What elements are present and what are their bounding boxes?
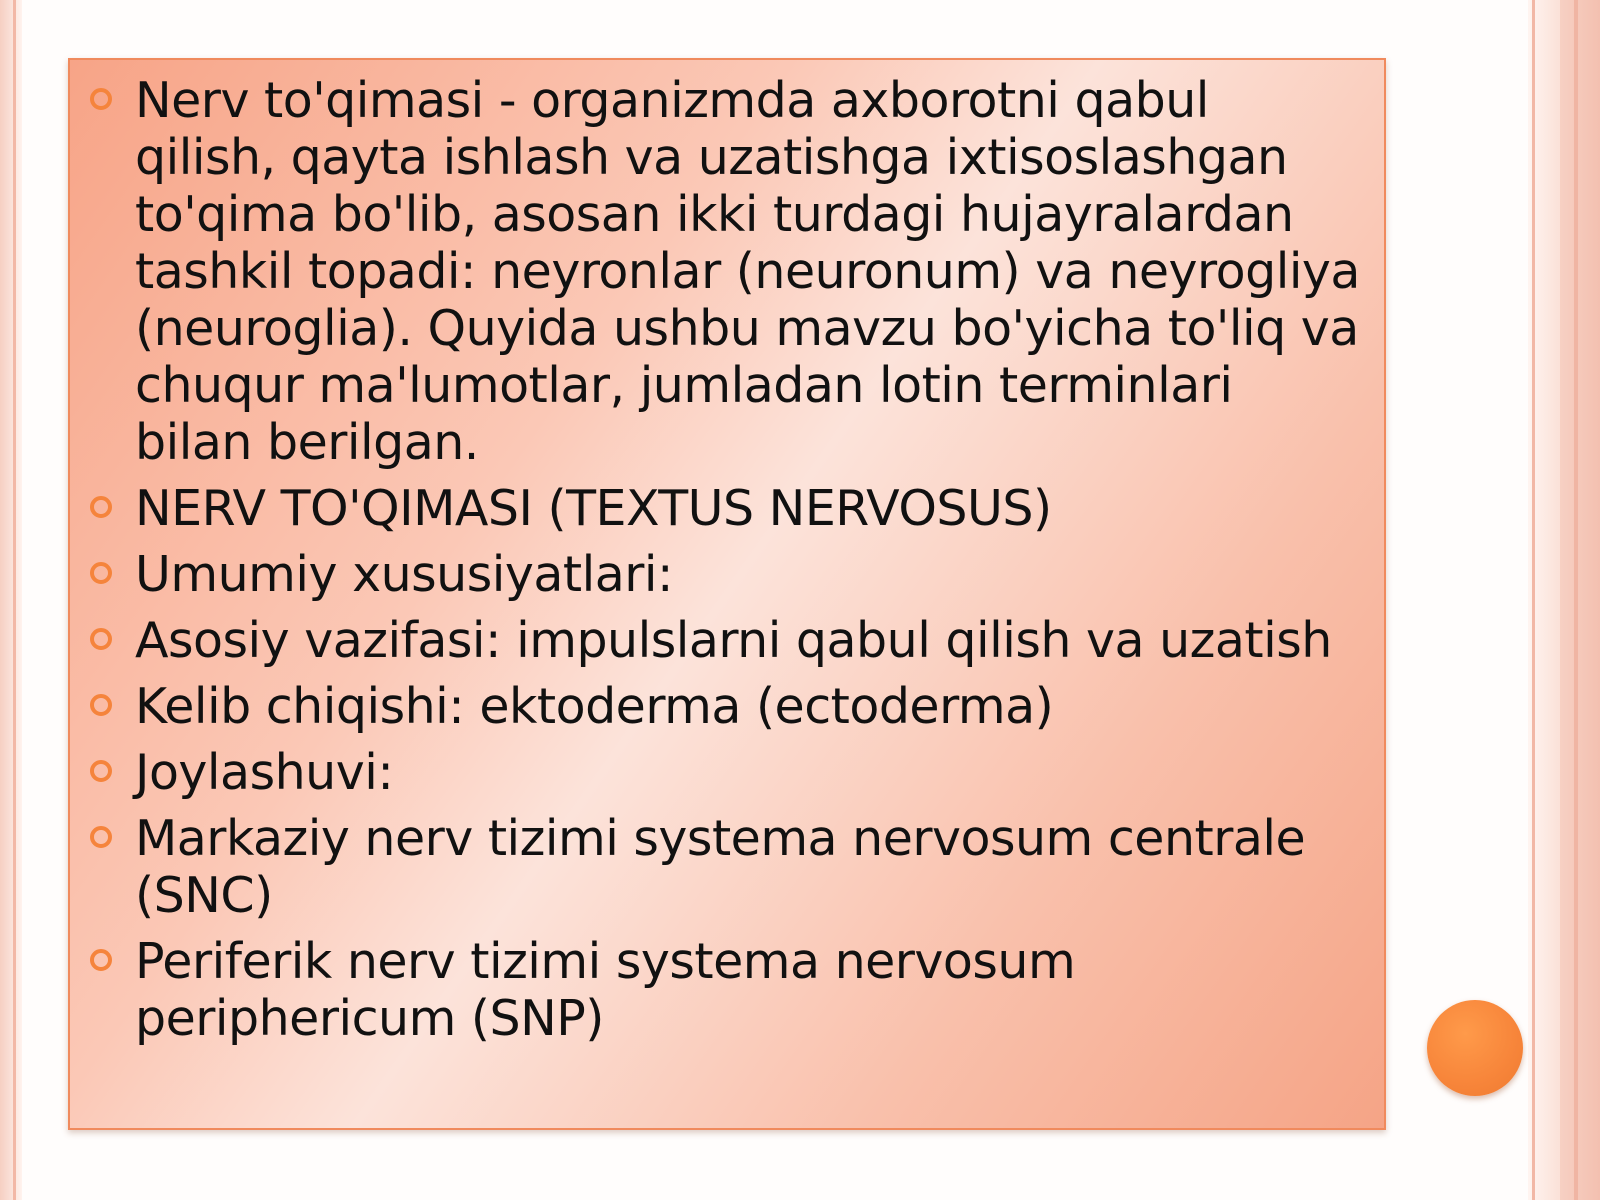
right-border-stripe (1574, 0, 1578, 1200)
hollow-circle-icon (90, 826, 112, 848)
bullet-text: Markaziy nerv tizimi systema nervosum centrale (SNC) (135, 810, 1306, 924)
left-decorative-border (0, 0, 22, 1200)
decorative-orange-circle (1427, 1000, 1523, 1096)
hollow-circle-icon (90, 496, 112, 518)
bullet-item (70, 744, 1384, 801)
hollow-circle-icon (90, 760, 112, 782)
hollow-circle-icon (90, 88, 112, 110)
bullet-text: Kelib chiqishi: ektoderma (ectoderma) (135, 678, 1054, 735)
bullet-text: Nerv to'qimasi - organizmda axborotni qabul qilish, qayta ishlash va uzatishga ixtisoslashgan to'qima bo'lib, asosan ikki turdagi hujayralardan tashkil topadi: neyronlar (neuronum) va neyrogliya (neuroglia). Quyida ushbu mavzu bo'yicha to'liq va chuqur ma'lumotlar, jumladan lotin terminlari bilan berilgan. (135, 72, 1360, 471)
right-border-band (1560, 0, 1600, 1200)
bullet-item (70, 810, 1384, 924)
bullet-item (70, 546, 1384, 603)
left-border-line (13, 0, 16, 1200)
bullet-text: Joylashuvi: (135, 744, 394, 801)
bullet-list (70, 72, 1384, 1056)
bullet-item (70, 480, 1384, 537)
bullet-item (70, 72, 1384, 471)
bullet-item (70, 678, 1384, 735)
right-border-line (1532, 0, 1535, 1200)
hollow-circle-icon (90, 628, 112, 650)
bullet-text: Periferik nerv tizimi systema nervosum periphericum (SNP) (135, 933, 1076, 1047)
bullet-text: Umumiy xususiyatlari: (135, 546, 673, 603)
bullet-text: NERV TO'QIMASI (TEXTUS NERVOSUS) (135, 480, 1052, 537)
content-box (68, 58, 1386, 1130)
bullet-text: Asosiy vazifasi: impulslarni qabul qilish va uzatish (135, 612, 1332, 669)
bullet-item (70, 933, 1384, 1047)
bullet-item (70, 612, 1384, 669)
hollow-circle-icon (90, 694, 112, 716)
hollow-circle-icon (90, 562, 112, 584)
hollow-circle-icon (90, 949, 112, 971)
